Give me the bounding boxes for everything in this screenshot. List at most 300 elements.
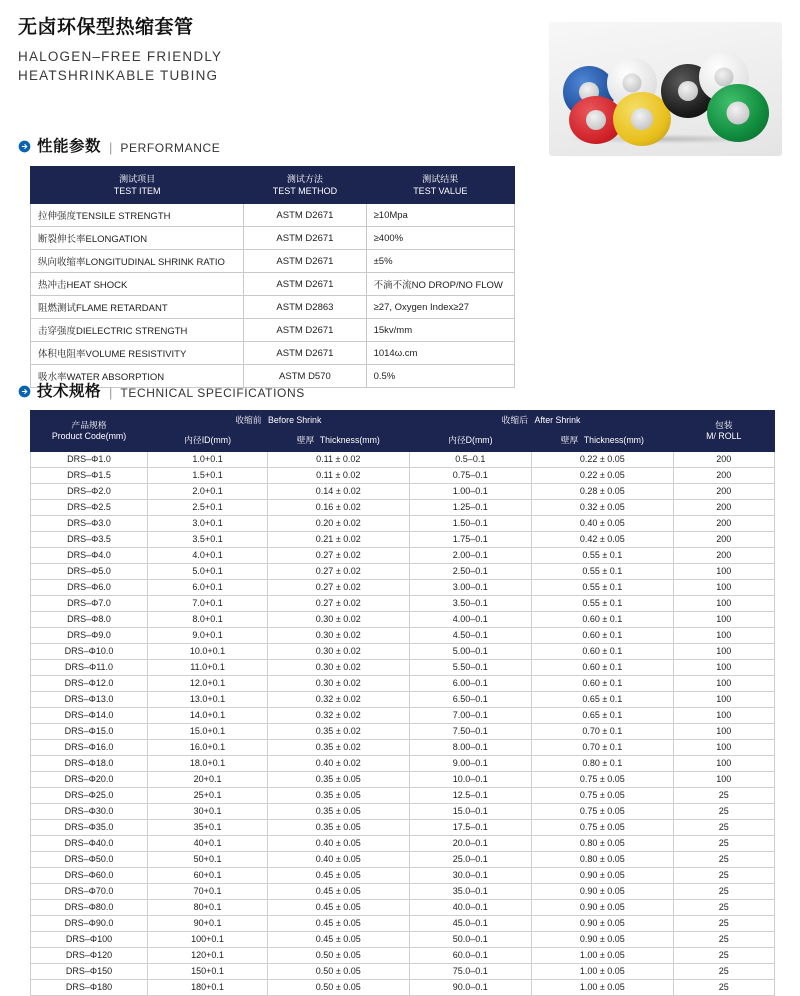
performance-table-body bbox=[31, 204, 515, 388]
spec-cell-after-thickness: 0.65 ± 0.1 bbox=[532, 707, 673, 723]
spec-cell-pack: 200 bbox=[673, 499, 774, 515]
spec-cell-before-id: 3.0+0.1 bbox=[148, 515, 268, 531]
spec-cell-code: DRS–Φ9.0 bbox=[31, 627, 148, 643]
spec-cell-pack: 25 bbox=[673, 899, 774, 915]
spec-cell-code: DRS–Φ120 bbox=[31, 947, 148, 963]
performance-cell-method: ASTM D2671 bbox=[244, 204, 366, 227]
spec-cell-after-thickness: 0.40 ± 0.05 bbox=[532, 515, 673, 531]
performance-cell-value: ≥27, Oxygen Index≥27 bbox=[366, 296, 514, 319]
spec-header-after-cn: 收缩后 bbox=[501, 415, 529, 425]
table-row bbox=[31, 342, 515, 365]
spec-cell-pack: 100 bbox=[673, 707, 774, 723]
performance-cell-method: ASTM D2863 bbox=[244, 296, 366, 319]
spec-cell-code: DRS–Φ150 bbox=[31, 963, 148, 979]
spec-cell-code: DRS–Φ180 bbox=[31, 979, 148, 995]
performance-cell-method: ASTM D2671 bbox=[244, 273, 366, 296]
spec-cell-pack: 200 bbox=[673, 531, 774, 547]
spec-cell-before-thickness: 0.30 ± 0.02 bbox=[268, 611, 409, 627]
performance-cell-item: 体积电阻率VOLUME RESISTIVITY bbox=[31, 342, 244, 365]
spec-cell-after-thickness: 0.90 ± 0.05 bbox=[532, 883, 673, 899]
spec-cell-before-thickness: 0.14 ± 0.02 bbox=[268, 483, 409, 499]
table-row bbox=[31, 531, 775, 547]
product-photo-background bbox=[549, 22, 782, 156]
spec-cell-before-thickness: 0.20 ± 0.02 bbox=[268, 515, 409, 531]
performance-cell-method: ASTM D570 bbox=[244, 365, 366, 388]
spec-cell-after-id: 1.25–0.1 bbox=[409, 499, 532, 515]
table-row bbox=[31, 835, 775, 851]
spec-cell-after-thickness: 0.60 ± 0.1 bbox=[532, 627, 673, 643]
spec-cell-after-id: 75.0–0.1 bbox=[409, 963, 532, 979]
spec-header-before bbox=[148, 411, 409, 431]
spec-header-code bbox=[31, 411, 148, 452]
spec-cell-after-id: 6.00–0.1 bbox=[409, 675, 532, 691]
table-row bbox=[31, 819, 775, 835]
spec-cell-after-id: 2.50–0.1 bbox=[409, 563, 532, 579]
spec-cell-pack: 100 bbox=[673, 627, 774, 643]
spec-cell-pack: 200 bbox=[673, 547, 774, 563]
spec-cell-after-id: 6.50–0.1 bbox=[409, 691, 532, 707]
spec-cell-pack: 25 bbox=[673, 867, 774, 883]
spec-cell-after-id: 4.00–0.1 bbox=[409, 611, 532, 627]
spec-cell-code: DRS–Φ18.0 bbox=[31, 755, 148, 771]
spec-cell-before-thickness: 0.11 ± 0.02 bbox=[268, 467, 409, 483]
performance-cell-item: 吸水率WATER ABSORPTION bbox=[31, 365, 244, 388]
spec-cell-before-id: 2.5+0.1 bbox=[148, 499, 268, 515]
spec-cell-pack: 100 bbox=[673, 755, 774, 771]
performance-cell-method: ASTM D2671 bbox=[244, 227, 366, 250]
spec-cell-after-id: 1.00–0.1 bbox=[409, 483, 532, 499]
sub-after-th-cn: 壁厚 bbox=[560, 435, 579, 446]
spec-cell-before-id: 50+0.1 bbox=[148, 851, 268, 867]
spec-cell-code: DRS–Φ25.0 bbox=[31, 787, 148, 803]
spec-cell-before-id: 12.0+0.1 bbox=[148, 675, 268, 691]
spec-cell-after-id: 5.00–0.1 bbox=[409, 643, 532, 659]
spec-cell-code: DRS–Φ80.0 bbox=[31, 899, 148, 915]
header-item-cn: 测试项目 bbox=[119, 174, 156, 184]
table-row bbox=[31, 739, 775, 755]
table-row bbox=[31, 451, 775, 467]
performance-cell-item: 阻燃测试FLAME RETARDANT bbox=[31, 296, 244, 319]
spec-cell-pack: 100 bbox=[673, 595, 774, 611]
spec-cell-after-id: 10.0–0.1 bbox=[409, 771, 532, 787]
spec-cell-before-id: 35+0.1 bbox=[148, 819, 268, 835]
spec-cell-after-id: 15.0–0.1 bbox=[409, 803, 532, 819]
spec-cell-after-id: 0.5–0.1 bbox=[409, 451, 532, 467]
specifications-table bbox=[30, 410, 775, 996]
page-header bbox=[18, 18, 518, 86]
spec-cell-after-thickness: 0.75 ± 0.05 bbox=[532, 787, 673, 803]
spec-cell-code: DRS–Φ5.0 bbox=[31, 563, 148, 579]
spec-cell-before-thickness: 0.21 ± 0.02 bbox=[268, 531, 409, 547]
spec-cell-code: DRS–Φ3.5 bbox=[31, 531, 148, 547]
performance-cell-value: ≥10Mpa bbox=[366, 204, 514, 227]
spec-cell-pack: 25 bbox=[673, 787, 774, 803]
table-row bbox=[31, 723, 775, 739]
spec-cell-code: DRS–Φ70.0 bbox=[31, 883, 148, 899]
spec-cell-before-thickness: 0.16 ± 0.02 bbox=[268, 499, 409, 515]
spec-header-code-cn: 产品规格 bbox=[71, 419, 107, 430]
header-item-en: TEST ITEM bbox=[113, 186, 161, 197]
spec-subheader-after-thickness bbox=[532, 431, 673, 451]
spec-cell-after-id: 30.0–0.1 bbox=[409, 867, 532, 883]
spec-cell-before-id: 120+0.1 bbox=[148, 947, 268, 963]
table-row bbox=[31, 611, 775, 627]
spec-cell-before-thickness: 0.40 ± 0.05 bbox=[268, 835, 409, 851]
spec-cell-before-thickness: 0.45 ± 0.05 bbox=[268, 883, 409, 899]
spec-cell-code: DRS–Φ2.0 bbox=[31, 483, 148, 499]
spec-cell-pack: 100 bbox=[673, 675, 774, 691]
spec-cell-before-id: 25+0.1 bbox=[148, 787, 268, 803]
table-row bbox=[31, 296, 515, 319]
spec-cell-pack: 25 bbox=[673, 819, 774, 835]
table-row bbox=[31, 499, 775, 515]
spec-subheader-after-id bbox=[409, 431, 532, 451]
spec-cell-code: DRS–Φ6.0 bbox=[31, 579, 148, 595]
spec-cell-pack: 200 bbox=[673, 483, 774, 499]
spec-cell-before-thickness: 0.50 ± 0.05 bbox=[268, 963, 409, 979]
spec-cell-before-id: 15.0+0.1 bbox=[148, 723, 268, 739]
table-row bbox=[31, 691, 775, 707]
spec-cell-before-thickness: 0.11 ± 0.02 bbox=[268, 451, 409, 467]
spec-cell-after-id: 0.75–0.1 bbox=[409, 467, 532, 483]
spec-header-before-en: Before Shrink bbox=[268, 415, 322, 425]
performance-cell-method: ASTM D2671 bbox=[244, 319, 366, 342]
spec-cell-before-thickness: 0.50 ± 0.05 bbox=[268, 979, 409, 995]
spec-cell-pack: 100 bbox=[673, 723, 774, 739]
spec-cell-after-id: 50.0–0.1 bbox=[409, 931, 532, 947]
spec-cell-pack: 100 bbox=[673, 563, 774, 579]
performance-cell-value: ±5% bbox=[366, 250, 514, 273]
spec-subheader-before-thickness bbox=[268, 431, 409, 451]
spec-cell-after-thickness: 0.90 ± 0.05 bbox=[532, 915, 673, 931]
spec-cell-before-thickness: 0.45 ± 0.05 bbox=[268, 867, 409, 883]
spec-cell-before-thickness: 0.45 ± 0.05 bbox=[268, 915, 409, 931]
table-row bbox=[31, 659, 775, 675]
performance-cell-value: 15kv/mm bbox=[366, 319, 514, 342]
spec-cell-after-id: 17.5–0.1 bbox=[409, 819, 532, 835]
spec-cell-before-thickness: 0.32 ± 0.02 bbox=[268, 707, 409, 723]
spec-cell-before-thickness: 0.27 ± 0.02 bbox=[268, 579, 409, 595]
spec-cell-before-id: 16.0+0.1 bbox=[148, 739, 268, 755]
spec-cell-pack: 100 bbox=[673, 771, 774, 787]
table-row bbox=[31, 851, 775, 867]
page-title-en-line2: HEATSHRINKABLE TUBING bbox=[18, 68, 219, 84]
spec-cell-before-thickness: 0.30 ± 0.02 bbox=[268, 659, 409, 675]
spec-cell-pack: 100 bbox=[673, 739, 774, 755]
spec-header-code-en: Product Code(mm) bbox=[51, 430, 127, 441]
spec-cell-code: DRS–Φ16.0 bbox=[31, 739, 148, 755]
spec-cell-before-thickness: 0.35 ± 0.02 bbox=[268, 739, 409, 755]
spec-cell-after-thickness: 0.75 ± 0.05 bbox=[532, 771, 673, 787]
spec-cell-pack: 100 bbox=[673, 659, 774, 675]
performance-cell-item: 击穿强度DIELECTRIC STRENGTH bbox=[31, 319, 244, 342]
spec-cell-before-id: 9.0+0.1 bbox=[148, 627, 268, 643]
table-row bbox=[31, 483, 775, 499]
performance-cell-value: 0.5% bbox=[366, 365, 514, 388]
sub-before-th-en: Thickness(mm) bbox=[319, 435, 380, 446]
spec-cell-code: DRS–Φ2.5 bbox=[31, 499, 148, 515]
section-separator: | bbox=[109, 140, 113, 155]
spec-cell-before-id: 150+0.1 bbox=[148, 963, 268, 979]
spec-cell-after-thickness: 0.70 ± 0.1 bbox=[532, 739, 673, 755]
performance-table bbox=[30, 166, 515, 388]
table-row bbox=[31, 204, 515, 227]
table-row bbox=[31, 467, 775, 483]
spec-cell-before-id: 4.0+0.1 bbox=[148, 547, 268, 563]
spec-cell-after-thickness: 0.60 ± 0.1 bbox=[532, 659, 673, 675]
performance-cell-item: 拉伸强度TENSILE STRENGTH bbox=[31, 204, 244, 227]
header-value-en: TEST VALUE bbox=[413, 186, 468, 197]
spec-cell-after-thickness: 0.80 ± 0.1 bbox=[532, 755, 673, 771]
spec-cell-after-thickness: 0.28 ± 0.05 bbox=[532, 483, 673, 499]
roll-green bbox=[707, 84, 769, 142]
spec-cell-before-thickness: 0.35 ± 0.02 bbox=[268, 723, 409, 739]
spec-cell-before-thickness: 0.40 ± 0.02 bbox=[268, 755, 409, 771]
sub-before-th-cn: 壁厚 bbox=[296, 435, 315, 446]
spec-cell-after-id: 20.0–0.1 bbox=[409, 835, 532, 851]
spec-cell-code: DRS–Φ35.0 bbox=[31, 819, 148, 835]
spec-cell-pack: 100 bbox=[673, 691, 774, 707]
spec-cell-after-id: 7.50–0.1 bbox=[409, 723, 532, 739]
spec-cell-before-id: 10.0+0.1 bbox=[148, 643, 268, 659]
spec-cell-pack: 25 bbox=[673, 851, 774, 867]
spec-cell-before-id: 180+0.1 bbox=[148, 979, 268, 995]
spec-cell-before-thickness: 0.45 ± 0.05 bbox=[268, 899, 409, 915]
section-separator: | bbox=[109, 385, 113, 400]
spec-cell-code: DRS–Φ100 bbox=[31, 931, 148, 947]
spec-cell-pack: 25 bbox=[673, 963, 774, 979]
spec-cell-after-id: 9.00–0.1 bbox=[409, 755, 532, 771]
spec-cell-before-thickness: 0.35 ± 0.05 bbox=[268, 771, 409, 787]
table-row bbox=[31, 915, 775, 931]
spec-cell-code: DRS–Φ11.0 bbox=[31, 659, 148, 675]
table-row bbox=[31, 883, 775, 899]
spec-header-pack-cn: 包装 bbox=[714, 419, 733, 430]
spec-cell-after-id: 40.0–0.1 bbox=[409, 899, 532, 915]
spec-cell-before-id: 80+0.1 bbox=[148, 899, 268, 915]
spec-cell-before-id: 30+0.1 bbox=[148, 803, 268, 819]
table-row bbox=[31, 227, 515, 250]
table-row bbox=[31, 273, 515, 296]
sub-after-id-en: D(mm) bbox=[465, 435, 493, 446]
spec-cell-before-thickness: 0.30 ± 0.02 bbox=[268, 675, 409, 691]
spec-cell-pack: 100 bbox=[673, 579, 774, 595]
spec-cell-before-id: 6.0+0.1 bbox=[148, 579, 268, 595]
spec-cell-after-thickness: 0.22 ± 0.05 bbox=[532, 467, 673, 483]
performance-header-method bbox=[244, 167, 366, 204]
spec-cell-after-thickness: 0.90 ± 0.05 bbox=[532, 899, 673, 915]
spec-cell-after-id: 1.50–0.1 bbox=[409, 515, 532, 531]
spec-cell-pack: 200 bbox=[673, 451, 774, 467]
specifications-table-body bbox=[31, 451, 775, 995]
table-row bbox=[31, 627, 775, 643]
spec-cell-before-thickness: 0.30 ± 0.02 bbox=[268, 627, 409, 643]
spec-cell-before-id: 1.5+0.1 bbox=[148, 467, 268, 483]
spec-header-before-cn: 收缩前 bbox=[235, 415, 262, 425]
section-title-en: PERFORMANCE bbox=[120, 141, 221, 155]
header-method-cn: 测试方法 bbox=[286, 174, 323, 184]
spec-cell-before-thickness: 0.27 ± 0.02 bbox=[268, 595, 409, 611]
performance-cell-value: 1014ω.cm bbox=[366, 342, 514, 365]
performance-header-value bbox=[366, 167, 514, 204]
spec-header-pack-en: M/ ROLL bbox=[706, 430, 742, 441]
spec-cell-after-id: 7.00–0.1 bbox=[409, 707, 532, 723]
sub-before-id-cn: 内径 bbox=[184, 435, 202, 446]
performance-cell-item: 断裂伸长率ELONGATION bbox=[31, 227, 244, 250]
performance-cell-item: 热冲击HEAT SHOCK bbox=[31, 273, 244, 296]
spec-cell-after-thickness: 1.00 ± 0.05 bbox=[532, 963, 673, 979]
table-row bbox=[31, 250, 515, 273]
spec-cell-pack: 100 bbox=[673, 643, 774, 659]
spec-cell-code: DRS–Φ60.0 bbox=[31, 867, 148, 883]
table-row bbox=[31, 947, 775, 963]
spec-cell-pack: 25 bbox=[673, 803, 774, 819]
spec-cell-pack: 200 bbox=[673, 515, 774, 531]
spec-cell-code: DRS–Φ20.0 bbox=[31, 771, 148, 787]
spec-cell-before-id: 20+0.1 bbox=[148, 771, 268, 787]
spec-cell-after-thickness: 0.32 ± 0.05 bbox=[532, 499, 673, 515]
performance-cell-value: ≥400% bbox=[366, 227, 514, 250]
section-heading-performance bbox=[18, 134, 220, 156]
spec-cell-after-thickness: 0.55 ± 0.1 bbox=[532, 579, 673, 595]
specifications-table-head bbox=[31, 411, 775, 452]
spec-cell-after-id: 12.5–0.1 bbox=[409, 787, 532, 803]
sub-before-id-en: ID(mm) bbox=[201, 435, 232, 446]
spec-cell-after-thickness: 0.75 ± 0.05 bbox=[532, 803, 673, 819]
table-row bbox=[31, 319, 515, 342]
page-title-en bbox=[18, 47, 518, 86]
spec-cell-pack: 25 bbox=[673, 835, 774, 851]
spec-cell-before-id: 2.0+0.1 bbox=[148, 483, 268, 499]
section-title-cn: 性能参数 bbox=[37, 138, 102, 155]
performance-cell-method: ASTM D2671 bbox=[244, 342, 366, 365]
spec-cell-after-thickness: 0.80 ± 0.05 bbox=[532, 835, 673, 851]
spec-cell-code: DRS–Φ14.0 bbox=[31, 707, 148, 723]
spec-cell-before-thickness: 0.32 ± 0.02 bbox=[268, 691, 409, 707]
table-row bbox=[31, 963, 775, 979]
spec-cell-before-id: 1.0+0.1 bbox=[148, 451, 268, 467]
spec-cell-after-thickness: 1.00 ± 0.05 bbox=[532, 979, 673, 995]
spec-cell-after-id: 8.00–0.1 bbox=[409, 739, 532, 755]
product-photo bbox=[549, 22, 782, 156]
performance-table-head bbox=[31, 167, 515, 204]
diamond-arrow-icon bbox=[18, 385, 31, 398]
page-title-en-line1: HALOGEN–FREE FRIENDLY bbox=[18, 48, 223, 64]
spec-cell-pack: 25 bbox=[673, 915, 774, 931]
spec-cell-after-thickness: 0.55 ± 0.1 bbox=[532, 547, 673, 563]
table-row bbox=[31, 899, 775, 915]
table-row bbox=[31, 979, 775, 995]
spec-cell-before-id: 5.0+0.1 bbox=[148, 563, 268, 579]
spec-cell-code: DRS–Φ15.0 bbox=[31, 723, 148, 739]
table-row bbox=[31, 675, 775, 691]
spec-cell-code: DRS–Φ1.5 bbox=[31, 467, 148, 483]
spec-cell-after-id: 90.0–0.1 bbox=[409, 979, 532, 995]
table-row bbox=[31, 867, 775, 883]
spec-cell-after-id: 60.0–0.1 bbox=[409, 947, 532, 963]
spec-cell-pack: 100 bbox=[673, 611, 774, 627]
spec-cell-before-id: 18.0+0.1 bbox=[148, 755, 268, 771]
spec-cell-code: DRS–Φ1.0 bbox=[31, 451, 148, 467]
diamond-arrow-icon bbox=[18, 140, 31, 153]
spec-cell-after-thickness: 0.75 ± 0.05 bbox=[532, 819, 673, 835]
table-row bbox=[31, 755, 775, 771]
spec-cell-after-id: 3.50–0.1 bbox=[409, 595, 532, 611]
spec-cell-after-thickness: 1.00 ± 0.05 bbox=[532, 947, 673, 963]
table-row bbox=[31, 547, 775, 563]
spec-cell-after-thickness: 0.65 ± 0.1 bbox=[532, 691, 673, 707]
spec-cell-before-id: 60+0.1 bbox=[148, 867, 268, 883]
spec-cell-code: DRS–Φ30.0 bbox=[31, 803, 148, 819]
table-row bbox=[31, 771, 775, 787]
spec-cell-code: DRS–Φ13.0 bbox=[31, 691, 148, 707]
spec-cell-after-thickness: 0.60 ± 0.1 bbox=[532, 675, 673, 691]
spec-cell-pack: 25 bbox=[673, 979, 774, 995]
performance-header-row bbox=[31, 167, 515, 204]
spec-cell-pack: 25 bbox=[673, 947, 774, 963]
performance-cell-value: 不滴不流NO DROP/NO FLOW bbox=[366, 273, 514, 296]
performance-cell-method: ASTM D2671 bbox=[244, 250, 366, 273]
specifications-group-header-row bbox=[31, 411, 775, 431]
spec-cell-code: DRS–Φ4.0 bbox=[31, 547, 148, 563]
spec-header-after-en: After Shrink bbox=[534, 415, 581, 425]
performance-cell-item: 纵向收缩率LONGITUDINAL SHRINK RATIO bbox=[31, 250, 244, 273]
spec-cell-before-thickness: 0.35 ± 0.05 bbox=[268, 787, 409, 803]
spec-cell-after-thickness: 0.90 ± 0.05 bbox=[532, 867, 673, 883]
spec-cell-after-thickness: 0.55 ± 0.1 bbox=[532, 595, 673, 611]
spec-cell-after-thickness: 0.90 ± 0.05 bbox=[532, 931, 673, 947]
spec-cell-before-thickness: 0.27 ± 0.02 bbox=[268, 563, 409, 579]
spec-cell-after-thickness: 0.80 ± 0.05 bbox=[532, 851, 673, 867]
spec-cell-before-id: 7.0+0.1 bbox=[148, 595, 268, 611]
header-value-cn: 测试结果 bbox=[422, 174, 459, 184]
spec-cell-after-thickness: 0.42 ± 0.05 bbox=[532, 531, 673, 547]
table-row bbox=[31, 707, 775, 723]
spec-cell-after-thickness: 0.22 ± 0.05 bbox=[532, 451, 673, 467]
section-title-cn: 技术规格 bbox=[37, 383, 102, 400]
section-title-en: TECHNICAL SPECIFICATIONS bbox=[120, 386, 305, 400]
spec-cell-before-id: 40+0.1 bbox=[148, 835, 268, 851]
spec-header-after bbox=[409, 411, 673, 431]
page-title-cn: 无卤环保型热缩套管 bbox=[18, 17, 194, 38]
spec-cell-before-id: 3.5+0.1 bbox=[148, 531, 268, 547]
spec-cell-after-id: 1.75–0.1 bbox=[409, 531, 532, 547]
spec-cell-before-thickness: 0.45 ± 0.05 bbox=[268, 931, 409, 947]
spec-cell-before-id: 8.0+0.1 bbox=[148, 611, 268, 627]
spec-cell-before-id: 100+0.1 bbox=[148, 931, 268, 947]
spec-cell-after-id: 35.0–0.1 bbox=[409, 883, 532, 899]
spec-cell-code: DRS–Φ50.0 bbox=[31, 851, 148, 867]
spec-cell-before-thickness: 0.50 ± 0.05 bbox=[268, 947, 409, 963]
spec-cell-after-id: 45.0–0.1 bbox=[409, 915, 532, 931]
section-heading-specifications bbox=[18, 379, 305, 401]
spec-cell-after-thickness: 0.60 ± 0.1 bbox=[532, 643, 673, 659]
spec-cell-after-id: 2.00–0.1 bbox=[409, 547, 532, 563]
table-row bbox=[31, 515, 775, 531]
spec-cell-after-thickness: 0.70 ± 0.1 bbox=[532, 723, 673, 739]
spec-subheader-before-id bbox=[148, 431, 268, 451]
spec-cell-after-thickness: 0.60 ± 0.1 bbox=[532, 611, 673, 627]
spec-cell-before-id: 11.0+0.1 bbox=[148, 659, 268, 675]
spec-cell-code: DRS–Φ8.0 bbox=[31, 611, 148, 627]
table-row bbox=[31, 803, 775, 819]
spec-cell-after-id: 4.50–0.1 bbox=[409, 627, 532, 643]
performance-header-item bbox=[31, 167, 244, 204]
spec-cell-after-id: 5.50–0.1 bbox=[409, 659, 532, 675]
table-row bbox=[31, 643, 775, 659]
spec-cell-code: DRS–Φ3.0 bbox=[31, 515, 148, 531]
spec-cell-before-id: 70+0.1 bbox=[148, 883, 268, 899]
